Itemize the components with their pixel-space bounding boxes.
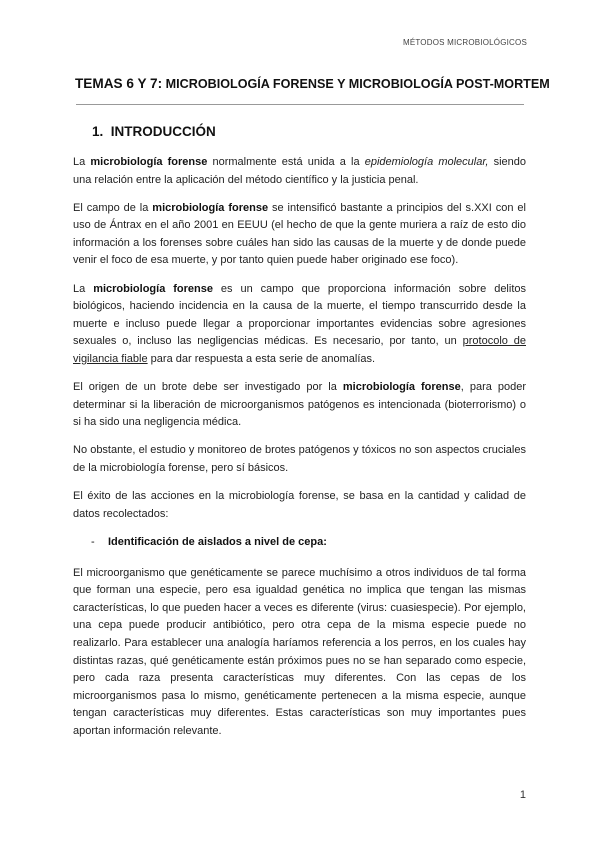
section-number: 1.: [92, 124, 104, 139]
bold-term: microbiología forense: [93, 282, 213, 295]
section-heading: [92, 124, 216, 139]
bullet-item: [91, 534, 526, 551]
title-rest: MICROBIOLOGÍA FORENSE Y MICROBIOLOGÍA POST-MORTEM: [162, 77, 550, 91]
paragraph-7: El microorganismo que genéticamente se parece muchísimo a otros individuos de tal forma que forman una especie, pero esa igualdad genética no implica que tengan las mismas características, lo que pueden hacer a veces es diferente (virus: cuasiespecie). Por ejemplo, una cepa puede producir antibiótico, pero otra cepa de la misma especie puede no realizarlo. Para establecer una analogía haríamos referencia a los perros, en los cuales hay distintas razas, qué genéticamente están próximos pues no se han separado como especie, pero cada raza presenta características muy diferentes. Con las cepas de los microorganismos pasa lo mismo, genéticamente pertenecen a la misma especie, aunque tengan características muy diferentes. Estas características son muy importantes pues aportan información relevante.: [73, 566, 526, 738]
paragraph-1: [73, 154, 526, 189]
paragraph-2: [73, 200, 526, 270]
bold-term: microbiología forense: [152, 201, 269, 214]
body-text: [73, 154, 526, 751]
text-run: El campo de la: [73, 201, 153, 214]
bold-term: microbiología forense: [90, 156, 208, 168]
paragraph-5: No obstante, el estudio y monitoreo de brotes patógenos y tóxicos no son aspectos cruciales de la microbiología forense, pero sí básicos.: [73, 444, 526, 474]
paragraph-4: [73, 379, 526, 432]
bold-term: microbiología forense: [342, 381, 461, 394]
text-run: La: [73, 156, 91, 168]
text-run: siendo una relación entre la aplicación del método científico y la justicia penal.: [73, 156, 527, 186]
text-run: para dar respuesta a esta serie de anomalías.: [147, 352, 376, 365]
page-title: [75, 76, 550, 91]
bullet-text: Identificación de aislados a nivel de cepa:: [108, 535, 327, 548]
text-run: se intensificó bastante a principios del s.XXI con el uso de Ántrax en el año 2001 en EEUU (el hecho de que la gente muriera a raíz de esto dio información a los forenses sobre cuáles han sido las causas de la muerte y de donde puede venir el foco de esa muerte, y por tanto quien puede haber originado ese foco).: [73, 201, 526, 267]
paragraph-3: [73, 281, 526, 369]
text-run: , para poder determinar si la liberación de microorganismos patógenos es intencionada (bioterrorismo) o si ha sido una negligencia médica.: [73, 381, 526, 429]
title-divider: [76, 104, 524, 105]
text-run: El origen de un brote debe ser investigado por la: [73, 381, 343, 394]
text-run: La: [73, 282, 94, 295]
text-run: es un campo que proporciona información sobre delitos biológicos, haciendo incidencia en la causa de la muerte, el tiempo transcurrido desde la muerte e incluso puede llegar a proporcionar importantes evidencias sobre agresiones sexuales o, incluso las negligencias médicas. Es necesario, por tanto, un: [73, 282, 526, 348]
running-header: MÉTODOS MICROBIOLÓGICOS: [402, 38, 527, 47]
title-lead: TEMAS 6 Y 7:: [75, 76, 163, 91]
paragraph-6: El éxito de las acciones en la microbiología forense, se basa en la cantidad y calidad de datos recolectados:: [73, 490, 526, 520]
section-title: INTRODUCCIÓN: [110, 124, 216, 139]
text-run: normalmente está unida a la: [207, 156, 365, 168]
bullet-dash: -: [91, 535, 95, 548]
italic-term: epidemiología molecular,: [364, 156, 489, 168]
page-number: 1: [519, 789, 526, 801]
underlined-term: protocolo de vigilancia fiable: [73, 335, 526, 365]
